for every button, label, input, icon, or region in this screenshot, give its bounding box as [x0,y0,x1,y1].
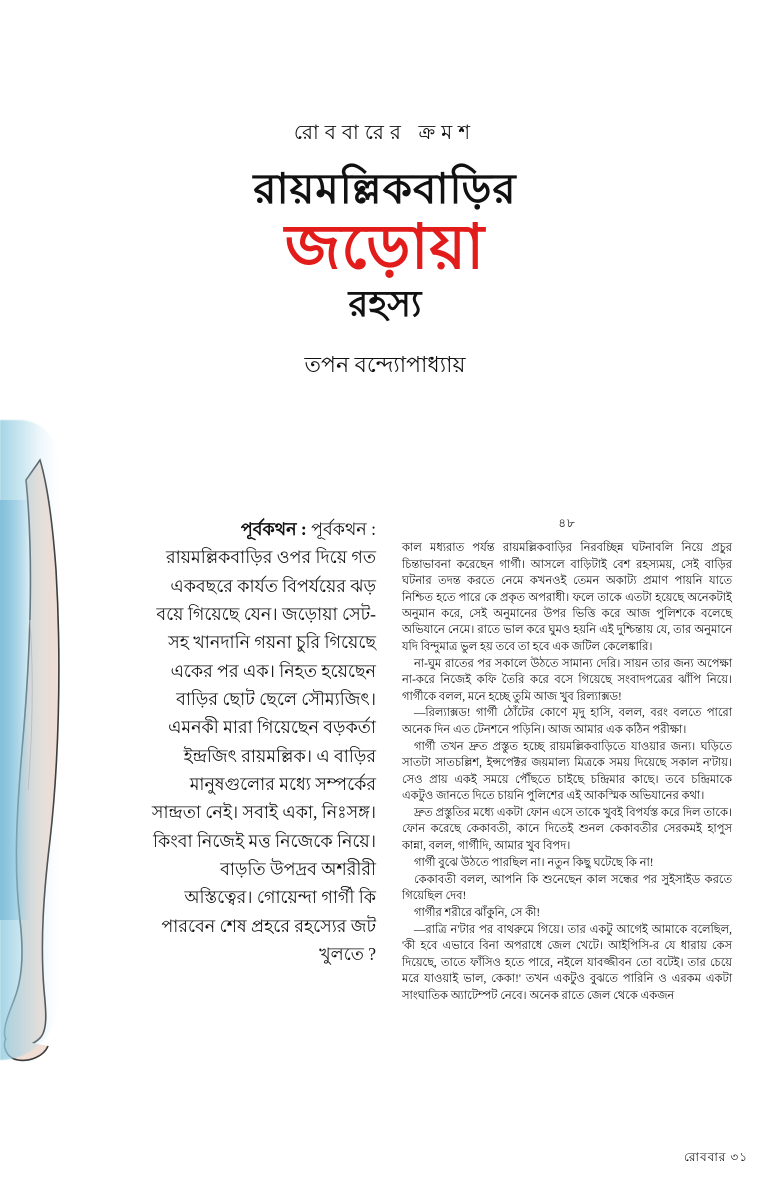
story-paragraph: কাল মধ্যরাত পর্যন্ত রায়মল্লিকবাড়ির নিরবচ্ছিন্ন ঘটনাবলি নিয়ে প্রচুর চিন্তাভাবনা করেছেন গার্গী। আসলে বাড়িটাই বেশ রহস্যময়, সেই বাড়ির ঘটনার তদন্ত করতে নেমে কখনওই তেমন অকাট্য প্রমাণ পায়নি যাতে নিশ্চিত হতে পারে কে প্রকৃত অপরাধী। ফলে তাকে এতটা হয়েছে অনেকটাই অনুমান করে, সেই অনুমানের উপর ভিত্তি করে আজ পুলিশকে বলেছে অভিযানে নেমে। রাতে ভাল করে ঘুমও হয়নি এই দুশ্চিন্তায় যে, তার অনুমানে যদি বিন্দুমাত্র ভুল হয় তবে তা হবে এক জটিল কেলেঙ্কারি। [402,542,732,653]
title-line-3: রহস্য [348,283,422,325]
story-paragraph: কেকাবতী বলল, আপনি কি শুনেছেন কাল সন্ধের পর সুইসাইড করতে গিয়েছিল দেব! [402,873,732,903]
title-line-2-highlight: জড়োয়া [284,213,486,283]
watercolor-wash [0,420,58,1060]
story-paragraph: —রিল্যাক্সড! গার্গী ঠোঁটের কোণে মৃদু হাসি, বলল, বরং বলতে পারো অনেক দিন এত টেনশনে পড়িনি। আজ আমার এক কঠিন পরীক্ষা। [402,707,732,736]
page-number-top: ৪৮ [558,516,576,530]
author-byline: তপন বন্দ্যোপাধ্যায় [304,351,466,377]
leg-illustration-icon [0,420,90,1100]
story-paragraph: গার্গী বুঝে উঠতে পারছিল না। নতুন কিছু ঘটেছে কি না! [414,856,654,869]
summary-lead-label: পূর্বকথন : [240,519,307,539]
story-paragraph: গার্গী তখন দ্রুত প্রস্তুত হচ্ছে রায়মল্লিকবাড়িতে যাওয়ার জন্য। ঘড়িতে সাতটা সাতচল্লিশ, ইন্সপেক্টর জয়মাল্য মিত্রকে সময় দিয়েছে সকাল ন'টায়। সেও প্রায় একই সময়ে পৌঁছতে চাইছে চন্দ্রিমার কাছে। তবে চন্দ্রিমাকে একটুও জানতে দিতে চায়নি পুলিশের এই আকস্মিক অভিযানের কথা। [402,740,732,803]
title-line-1: রায়মল্লিকবাড়ির [253,165,517,212]
story-paragraph: —রাত্রি ন'টার পর বাথরুমে গিয়ে। তার একটু আগেই আমাকে বলেছিল, 'কী হবে এভাবে বিনা অপরাধে জেল খেটে। আইপিসি-র যে ধারায় কেস দিয়েছে, তাতে ফাঁসিও হতে পারে, নইলে যাবজ্জীবন তো বটেই। তার চেয়ে মরে যাওয়াই ভাল, কেকা!' তখন একটুও বুঝতে পারিনি ও এরকম একটা সাংঘাতিক অ্যাটেম্পট নেবে। অনেক রাতে জেল থেকে একজন [402,923,732,1002]
kicker-text: রোববারের ক্রমশ [293,122,477,144]
decorative-illustration [0,420,90,1100]
article-body [148,515,748,1005]
story-paragraph: দ্রুত প্রস্তুতির মধ্যে একটা ফোন এসে তাকে খুবই বিপর্যস্ত করে দিল তাকে। ফোন করেছে কেকাবতী, কানে দিতেই শুনল কেকাবতীর সেরকমই হাপুস কান্না, বলল, গার্গীদি, আমার খুব বিপদ। [402,807,732,852]
summary-column [148,515,376,1005]
folio-footer: রোববার ৩১ [684,1150,748,1164]
story-column [402,515,732,1005]
article-header [0,118,770,385]
story-paragraph: গার্গীর শরীরে ঝাঁকুনি, সে কী! [414,907,541,920]
watercolor-wash-accent [0,500,30,920]
summary-text: পূর্বকথন : রায়মল্লিকবাড়ির ওপর দিয়ে গত একবছরে কার্যত বিপর্যয়ের ঝড় বয়ে গিয়েছে যেন। জড়োয়া সেট-সহ খানদানি গয়না চুরি গিয়েছে একের পর এক। নিহত হয়েছেন বাড়ির ছোট ছেলে সৌম্যজিৎ। এমনকী মারা গিয়েছেন বড়কর্তা ইন্দ্রজিৎ রায়মল্লিক। এ বাড়ির মানুষগুলোর মধ্যে সম্পর্কের সান্দ্রতা নেই। সবাই একা, নিঃসঙ্গ। কিংবা নিজেই মত্ত নিজেকে নিয়ে। বাড়তি উপদ্রব অশরীরী অস্তিত্বের। গোয়েন্দা গার্গী কি পারবেন শেষ প্রহরে রহস্যের জট খুলতে ? [151,519,376,965]
story-paragraph: না-ঘুম রাতের পর সকালে উঠতে সামান্য দেরি। সায়ন তার জন্য অপেক্ষা না-করে নিজেই কফি তৈরি করে বসে গিয়েছে সংবাদপত্রের ঝাঁপি নিয়ে। গার্গীকে বলল, মনে হচ্ছে তুমি আজ খুব রিল্যাক্সড! [402,657,732,703]
